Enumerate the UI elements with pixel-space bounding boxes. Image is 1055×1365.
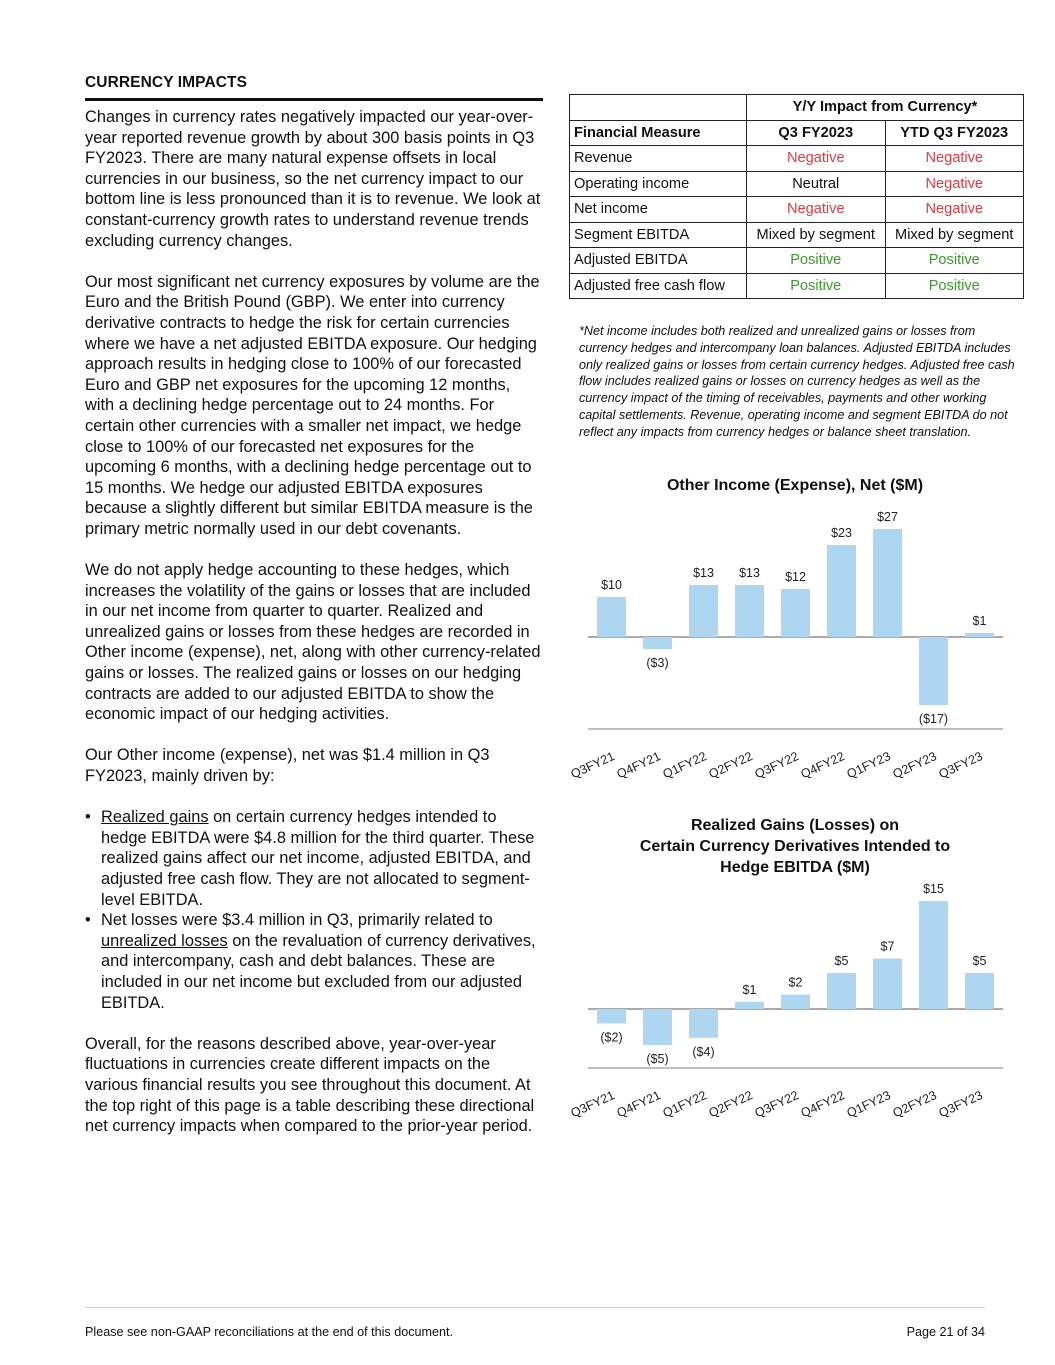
data-label: $10 xyxy=(601,578,622,592)
impact-cell: Positive xyxy=(885,248,1024,274)
bar xyxy=(965,633,994,637)
data-label: $2 xyxy=(788,975,803,990)
table-footnote: *Net income includes both realized and unrealized gains or losses from currency hedges and intercompany loan balances. Adjusted EBITDA includes only realized gains or losses from certain currency hedges. Adjusted free cash flow includes realized gains or losses on currency hedges as well as the currency impact of the timing of receivables, payments and other working capital settlements. Revenue, operating income and segment EBITDA do not reflect any impacts from currency hedges or balance sheet translation. xyxy=(579,324,1015,439)
x-tick-label: Q2FY22 xyxy=(706,1088,755,1121)
bar xyxy=(643,1009,672,1045)
paragraph: Our Other income (expense), net was $1.4 million in Q3 FY2023, mainly driven by: xyxy=(85,746,490,785)
x-tick-label: Q1FY22 xyxy=(660,1088,709,1121)
data-label: $12 xyxy=(785,570,806,584)
x-tick-label: Q4FY22 xyxy=(798,1088,847,1121)
impact-cell: Negative xyxy=(885,197,1024,223)
x-tick-label: Q3FY23 xyxy=(936,1088,985,1121)
impact-cell: Negative xyxy=(885,146,1024,172)
x-tick-label: Q3FY22 xyxy=(752,1088,801,1121)
bar xyxy=(689,1009,718,1038)
x-tick-label: Q3FY23 xyxy=(936,749,985,782)
impact-cell: Neutral xyxy=(747,171,886,197)
impact-cell: Mixed by segment xyxy=(747,222,886,248)
x-tick-label: Q1FY23 xyxy=(844,1088,893,1121)
impact-cell: Positive xyxy=(747,248,886,274)
impact-cell: Positive xyxy=(885,273,1024,299)
bullet-text: on the revaluation of currency derivatives, and intercompany, cash and debt balances. These are included in our net income but excluded from our adjusted EBITDA. xyxy=(101,931,536,1012)
paragraph: We do not apply hedge accounting to these hedges, which increases the volatility of the gains or losses that are included in our net income from quarter to quarter. Realized and unrealized gains or losses from these hedges are recorded in Other income (expense), net, along with other currency-related gains or losses. The realized gains or losses on our hedging contracts are added to our adjusted EBITDA to show the economic impact of our hedging activities. xyxy=(85,561,541,724)
data-label: ($5) xyxy=(646,1052,669,1066)
paragraph: Overall, for the reasons described above, year-over-year fluctuations in currencies create different impacts on the various financial results you see throughout this document. At the top right of this page is a table describing these directional net currency impacts when compared to the prior-year period. xyxy=(85,1034,535,1136)
x-tick-label: Q1FY23 xyxy=(844,749,893,782)
impact-cell: Negative xyxy=(885,171,1024,197)
data-label: $5 xyxy=(972,954,987,968)
data-label: $1 xyxy=(742,982,757,997)
bar xyxy=(735,1002,764,1009)
group-header: Y/Y Impact from Currency* xyxy=(747,95,1024,121)
data-label: ($4) xyxy=(692,1044,715,1059)
bar xyxy=(873,959,902,1009)
bar xyxy=(643,637,672,649)
bullet-icon: • xyxy=(85,808,91,827)
data-label: ($17) xyxy=(918,712,949,726)
impact-cell: Negative xyxy=(747,146,886,172)
bar xyxy=(919,637,948,705)
measure-cell: Revenue xyxy=(570,146,747,172)
bar xyxy=(827,545,856,637)
x-tick-label: Q2FY23 xyxy=(890,1088,939,1121)
bullet-text: Net losses were $3.4 million in Q3, primarily related to xyxy=(101,911,493,930)
measure-cell: Net income xyxy=(570,197,747,223)
x-tick-label: Q1FY22 xyxy=(660,749,709,782)
bullet-icon: • xyxy=(85,911,91,930)
realized-gains-link[interactable]: Realized gains xyxy=(101,808,209,827)
bar xyxy=(827,973,856,1009)
unrealized-losses-link[interactable]: unrealized losses xyxy=(101,931,228,950)
bar xyxy=(689,585,718,637)
bar xyxy=(735,585,764,637)
data-label: $1 xyxy=(972,614,987,628)
measure-cell: Adjusted EBITDA xyxy=(570,248,747,274)
paragraph: Our most significant net currency exposures by volume are the Euro and the British Pound (GBP). We enter into currency derivative contracts to hedge the risk for certain currencies where we have a net adjusted EBITDA exposure. Our hedging approach results in hedging close to 100% of our forecasted Euro and GBP net exposures for the upcoming 12 months, with a declining hedge percentage out to 24 months. For certain other currencies with a smaller net impact, we hedge close to 100% of our forecasted net exposures for the upcoming 6 months, with a declining hedge percentage out to 15 months. We hedge our adjusted EBITDA exposures because a slightly different but similar EBITDA measure is the primary metric normally used in our debt covenants. xyxy=(85,272,540,538)
x-tick-label: Q2FY23 xyxy=(890,749,939,782)
bar xyxy=(597,1009,626,1023)
footer-divider xyxy=(85,1307,985,1308)
chart-title-line: Certain Currency Derivatives Intended to xyxy=(639,838,951,855)
data-label: $13 xyxy=(739,566,760,580)
x-tick-label: Q2FY22 xyxy=(706,749,755,782)
data-label: $23 xyxy=(831,526,852,540)
bar xyxy=(781,995,810,1009)
section-heading: CURRENCY IMPACTS xyxy=(85,74,543,101)
x-tick-label: Q4FY21 xyxy=(614,1088,663,1121)
bar xyxy=(965,973,994,1009)
measure-cell: Segment EBITDA xyxy=(570,222,747,248)
data-label: $7 xyxy=(880,939,895,954)
column-header: Q3 FY2023 xyxy=(747,120,886,146)
x-tick-label: Q4FY21 xyxy=(614,749,663,782)
measure-cell: Operating income xyxy=(570,171,747,197)
data-label: $15 xyxy=(923,882,944,896)
paragraph: Changes in currency rates negatively impacted our year-over-year reported revenue growth by about 300 basis points in Q3 FY2023. There are many natural expense offsets in local currencies in our business, so the net currency impact to our bottom line is less pronounced than it is to revenue. We look at constant-currency growth rates to understand revenue trends excluding currency changes. xyxy=(85,108,541,250)
data-label: $5 xyxy=(834,954,849,968)
measure-cell: Adjusted free cash flow xyxy=(570,273,747,299)
bar xyxy=(781,589,810,637)
x-tick-label: Q3FY21 xyxy=(568,749,617,782)
x-tick-label: Q3FY22 xyxy=(752,749,801,782)
page-number: Page 21 of 34 xyxy=(906,1325,985,1339)
chart-title-line: Realized Gains (Losses) on xyxy=(690,817,900,834)
bullet-text: on certain currency hedges intended to hedge EBITDA were $4.8 million for the third quarter. These realized gains affect our net income, adjusted EBITDA, and adjusted free cash flow. They are not allocated to segment-level EBITDA. xyxy=(101,808,535,909)
column-header: Financial Measure xyxy=(570,120,747,146)
impact-cell: Mixed by segment xyxy=(885,222,1024,248)
data-label: $27 xyxy=(877,510,898,524)
impact-cell: Positive xyxy=(747,273,886,299)
column-header: YTD Q3 FY2023 xyxy=(885,120,1024,146)
footer-note: Please see non-GAAP reconciliations at the end of this document. xyxy=(85,1325,454,1339)
bar xyxy=(919,901,948,1009)
bar xyxy=(597,597,626,637)
x-tick-label: Q4FY22 xyxy=(798,749,847,782)
x-tick-label: Q3FY21 xyxy=(568,1088,617,1121)
chart-title: Other Income (Expense), Net ($M) xyxy=(666,477,924,494)
data-label: ($3) xyxy=(646,656,669,670)
data-label: $13 xyxy=(693,566,714,580)
impact-cell: Negative xyxy=(747,197,886,223)
bar xyxy=(873,529,902,637)
data-label: ($2) xyxy=(600,1030,623,1045)
chart-title-line: Hedge EBITDA ($M) xyxy=(720,859,870,876)
